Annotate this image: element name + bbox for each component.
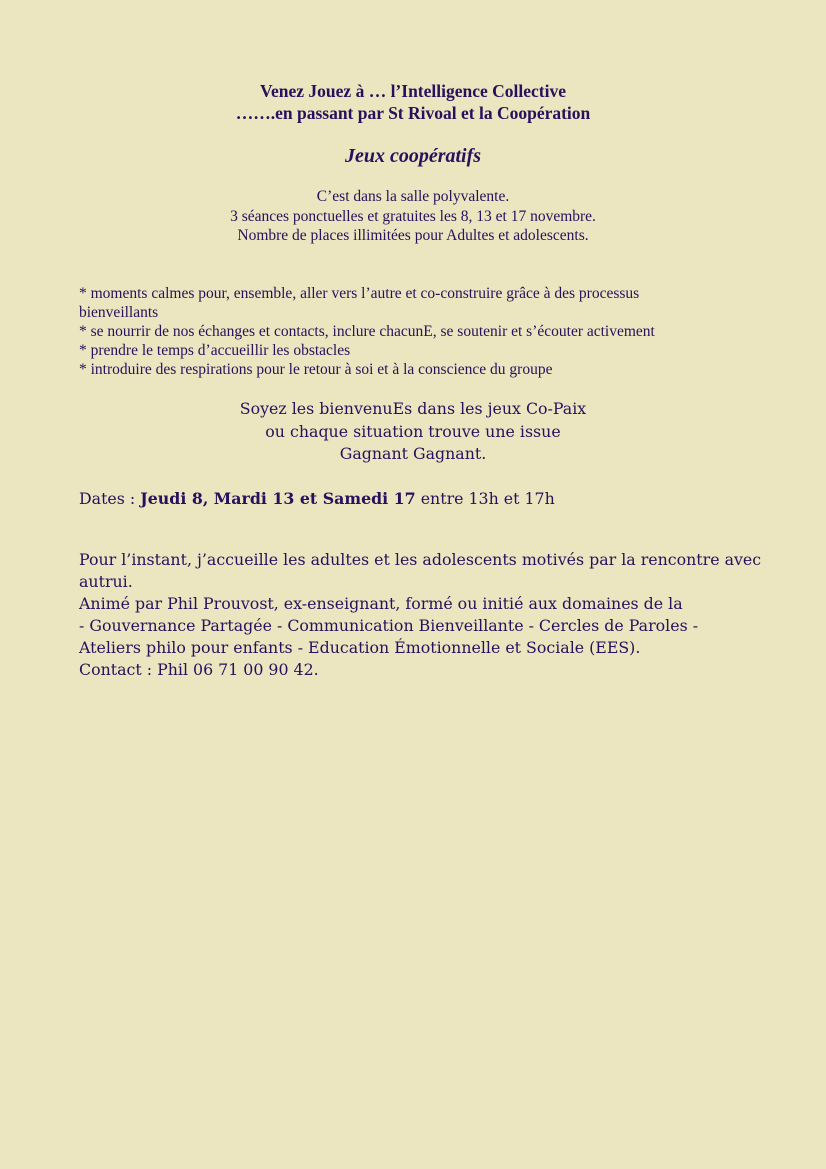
info-location: C’est dans la salle polyvalente. <box>316 188 510 205</box>
dates-line <box>79 488 555 510</box>
bullet-item: * prendre le temps d’accueillir les obstacles <box>79 342 351 359</box>
document-title <box>79 80 747 124</box>
welcome-line-1: Soyez les bienvenuEs dans les jeux Co-Paix <box>239 399 587 418</box>
bullet-item: * moments calmes pour, ensemble, aller vers l’autre et co-construire grâce à des processus bienveillants <box>79 285 640 321</box>
welcome-line-3: Gagnant Gagnant. <box>339 444 487 463</box>
welcome-line-2: ou chaque situation trouve une issue <box>265 421 561 441</box>
title-line-1: Venez Jouez à … l’Intelligence Collective <box>259 81 566 101</box>
info-sessions: 3 séances ponctuelles et gratuites les 8, 13 et 17 novembre. <box>230 207 596 225</box>
title-line-2: …….en passant par St Rivoal et la Coopération <box>235 103 591 123</box>
contact-line: Contact : Phil 06 71 00 90 42. <box>79 660 319 679</box>
event-info <box>79 187 747 246</box>
dates-days: Jeudi 8, Mardi 13 et Samedi 17 <box>140 489 416 508</box>
document-subtitle: Jeux coopératifs <box>344 145 482 167</box>
closing-line-5: Ateliers philo pour enfants - Education Émotionnelle et Sociale (EES). <box>79 638 641 657</box>
bullet-item: * introduire des respirations pour le retour à soi et à la conscience du groupe <box>79 361 553 378</box>
closing-line-3: Animé par Phil Prouvost, ex-enseignant, formé ou initié aux domaines de la <box>79 594 683 613</box>
info-places: Nombre de places illimitées pour Adultes et adolescents. <box>237 227 589 244</box>
bullet-list <box>79 284 719 379</box>
dates-hours: entre 13h et 17h <box>415 489 555 508</box>
closing-line-2: autrui. <box>79 572 133 591</box>
closing-block <box>79 549 762 681</box>
bullet-item: * se nourrir de nos échanges et contacts, inclure chacunE, se soutenir et s’écouter activement <box>79 323 655 340</box>
closing-line-1: Pour l’instant, j’accueille les adultes et les adolescents motivés par la rencontre avec <box>79 550 762 569</box>
dates-label: Dates : <box>79 489 141 508</box>
welcome-block <box>79 398 747 466</box>
closing-line-4: - Gouvernance Partagée - Communication Bienveillante - Cercles de Paroles - <box>79 616 699 635</box>
